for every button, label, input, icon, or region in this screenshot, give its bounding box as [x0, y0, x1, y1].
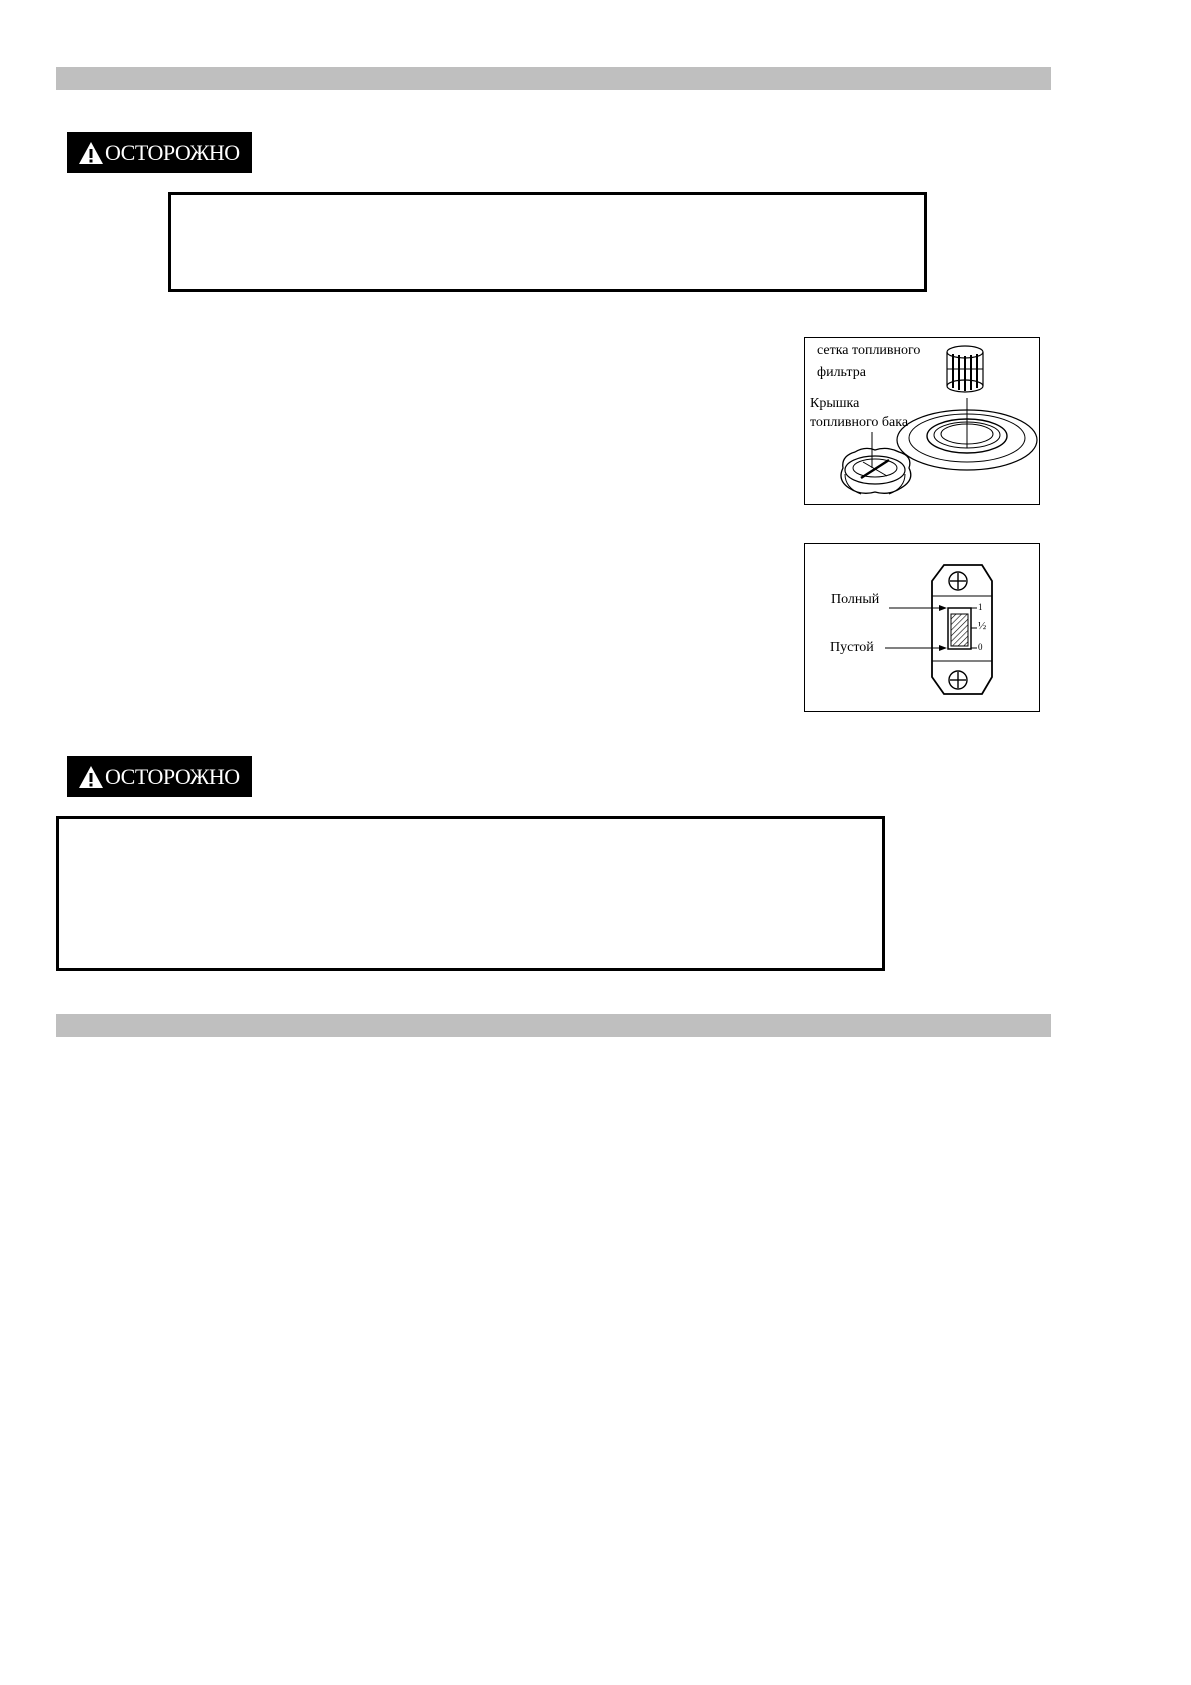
warning-triangle-icon — [78, 141, 104, 165]
cap-label-line1: Крышка — [810, 396, 860, 411]
section-header-bar — [56, 1014, 1051, 1037]
gauge-mark-empty: 0 — [978, 642, 983, 652]
gauge-mark-half: ½ — [978, 620, 987, 632]
caution-label — [67, 132, 252, 173]
cap-label-line2: топливного бака — [810, 415, 909, 430]
gauge-empty-label: Пустой — [830, 640, 874, 655]
gauge-full-label: Полный — [831, 592, 880, 607]
fuel-gauge-figure — [804, 543, 1040, 712]
caution-label-text: ОСТОРОЖНО — [105, 139, 240, 165]
section-header-bar — [56, 67, 1051, 90]
fuel-filter-figure — [804, 337, 1040, 505]
filter-label-line2: фильтра — [817, 365, 866, 380]
fuel-gauge-illustration — [805, 544, 1040, 712]
caution-text-box — [168, 192, 927, 292]
gauge-mark-full: 1 — [978, 602, 983, 612]
warning-triangle-icon — [78, 765, 104, 789]
caution-text-box — [56, 816, 885, 971]
filter-label-line1: сетка топливного — [817, 343, 921, 358]
caution-label — [67, 756, 252, 797]
caution-label-text: ОСТОРОЖНО — [105, 763, 240, 789]
